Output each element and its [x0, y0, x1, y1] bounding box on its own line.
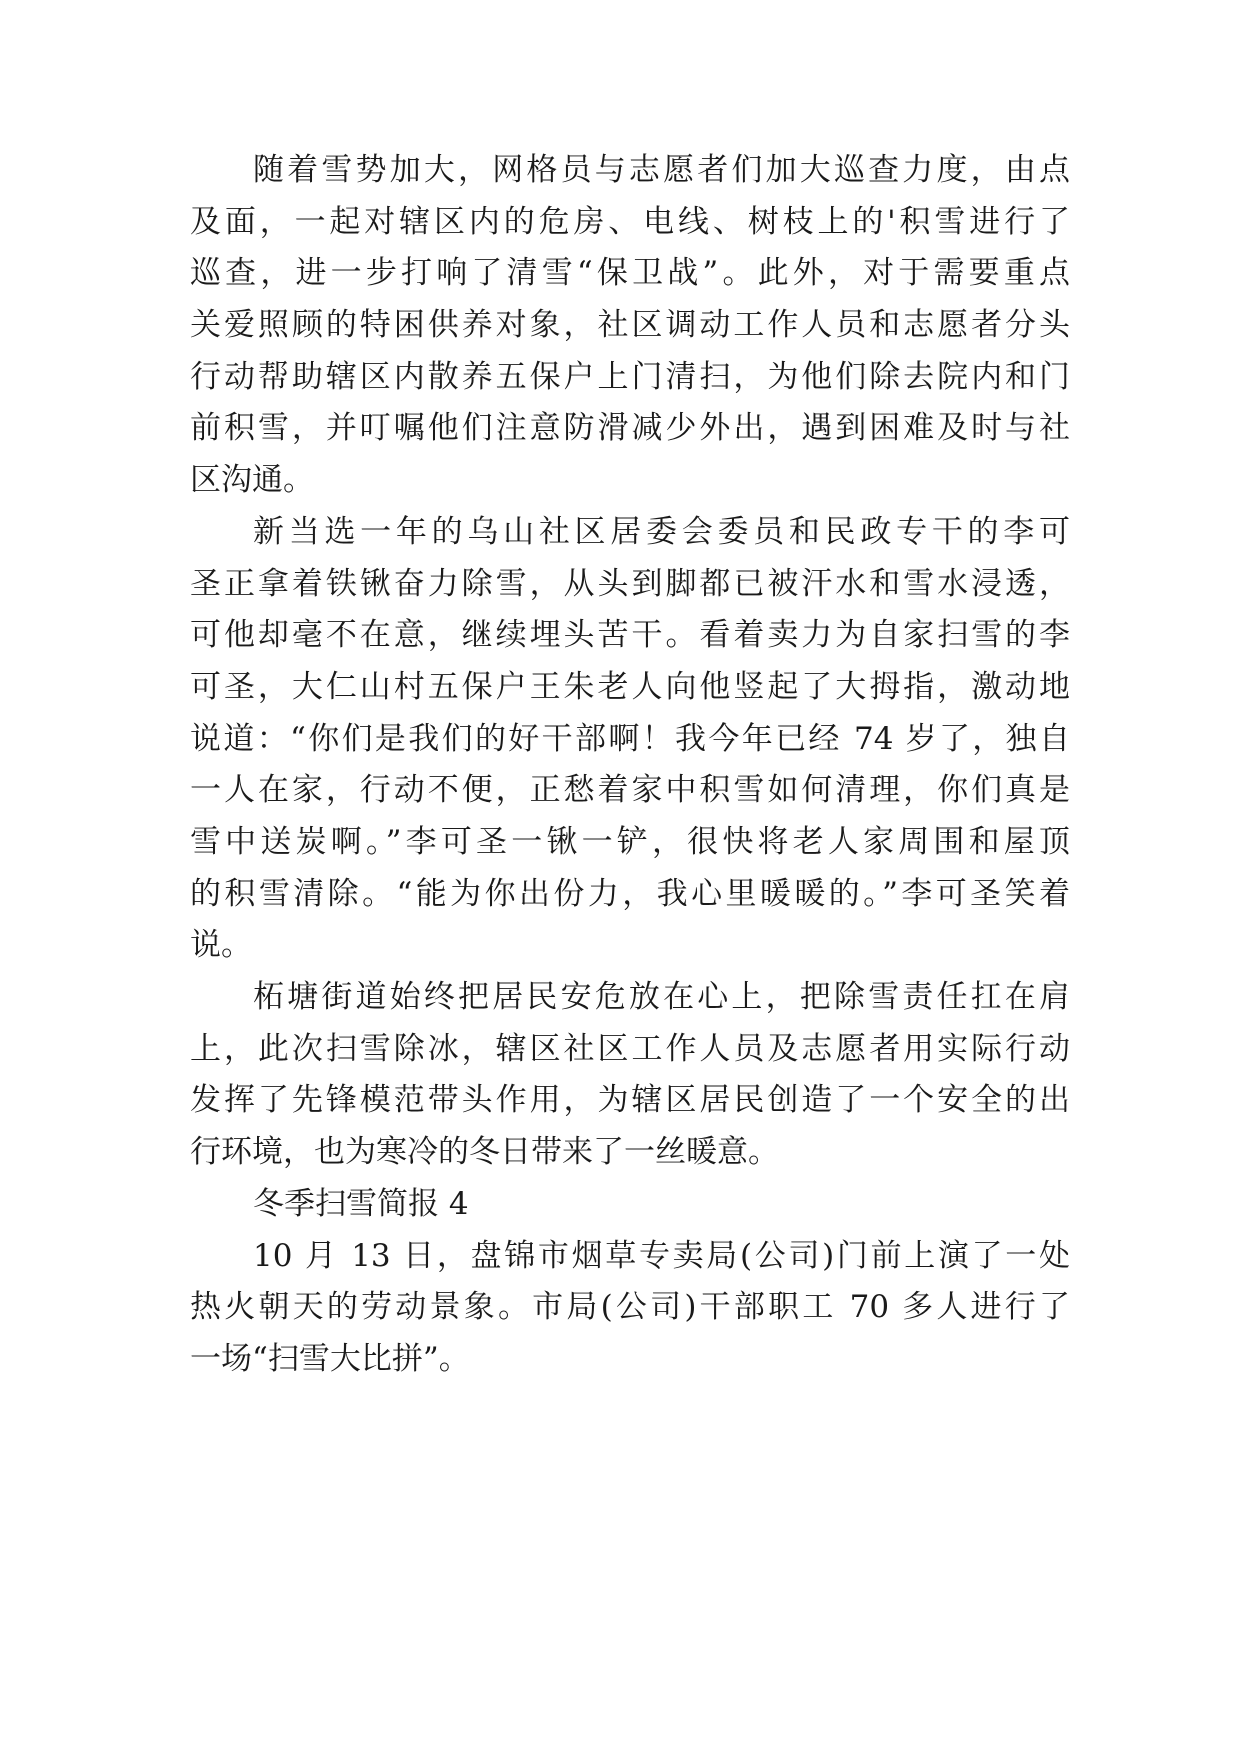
paragraph-2-line: 雪中送炭啊。”李可圣一锹一铲，很快将老人家周围和屋顶: [190, 824, 1070, 860]
paragraph-2-line: 一人在家，行动不便，正愁着家中积雪如何清理，你们真是: [190, 772, 1070, 808]
paragraph-3-line: 上，此次扫雪除冰，辖区社区工作人员及志愿者用实际行动: [190, 1031, 1070, 1067]
paragraph-2-line: 说。: [190, 927, 252, 963]
paragraph-3-line: 柘塘街道始终把居民安危放在心上，把除雪责任扛在肩: [253, 979, 1070, 1015]
paragraph-1-line: 随着雪势加大，网格员与志愿者们加大巡查力度，由点: [253, 152, 1070, 188]
paragraph-1-line: 巡查，进一步打响了清雪“保卫战”。此外，对于需要重点: [190, 255, 1070, 291]
paragraph-1-line: 区沟通。: [190, 462, 314, 498]
paragraph-2-line: 新当选一年的乌山社区居委会委员和民政专干的李可: [253, 514, 1070, 550]
paragraph-4-line: 一场“扫雪大比拼”。: [190, 1341, 470, 1377]
paragraph-1-line: 及面，一起对辖区内的危房、电线、树枝上的'积雪进行了: [190, 204, 1070, 240]
paragraph-4-line: 热火朝天的劳动景象。市局(公司)干部职工 70 多人进行了: [190, 1289, 1070, 1325]
paragraph-3-line: 行环境，也为寒冷的冬日带来了一丝暖意。: [190, 1134, 779, 1170]
paragraph-3-line: 发挥了先锋模范带头作用，为辖区居民创造了一个安全的出: [190, 1082, 1070, 1118]
paragraph-2-line: 可他却毫不在意，继续埋头苦干。看着卖力为自家扫雪的李: [190, 617, 1070, 653]
section-heading: 冬季扫雪简报 4: [253, 1186, 469, 1222]
paragraph-1-line: 关爱照顾的特困供养对象，社区调动工作人员和志愿者分头: [190, 307, 1070, 343]
paragraph-2-line: 的积雪清除。“能为你出份力，我心里暖暖的。”李可圣笑着: [190, 876, 1070, 912]
paragraph-4-line: 10 月 13 日，盘锦市烟草专卖局(公司)门前上演了一处: [253, 1238, 1070, 1274]
paragraph-1-line: 前积雪，并叮嘱他们注意防滑减少外出，遇到困难及时与社: [190, 410, 1070, 446]
paragraph-1-line: 行动帮助辖区内散养五保户上门清扫，为他们除去院内和门: [190, 359, 1070, 395]
paragraph-2-line: 圣正拿着铁锹奋力除雪，从头到脚都已被汗水和雪水浸透，: [190, 566, 1070, 602]
paragraph-2-line: 说道：“你们是我们的好干部啊！我今年已经 74 岁了，独自: [190, 721, 1070, 757]
paragraph-2-line: 可圣，大仁山村五保户王朱老人向他竖起了大拇指，激动地: [190, 669, 1070, 705]
